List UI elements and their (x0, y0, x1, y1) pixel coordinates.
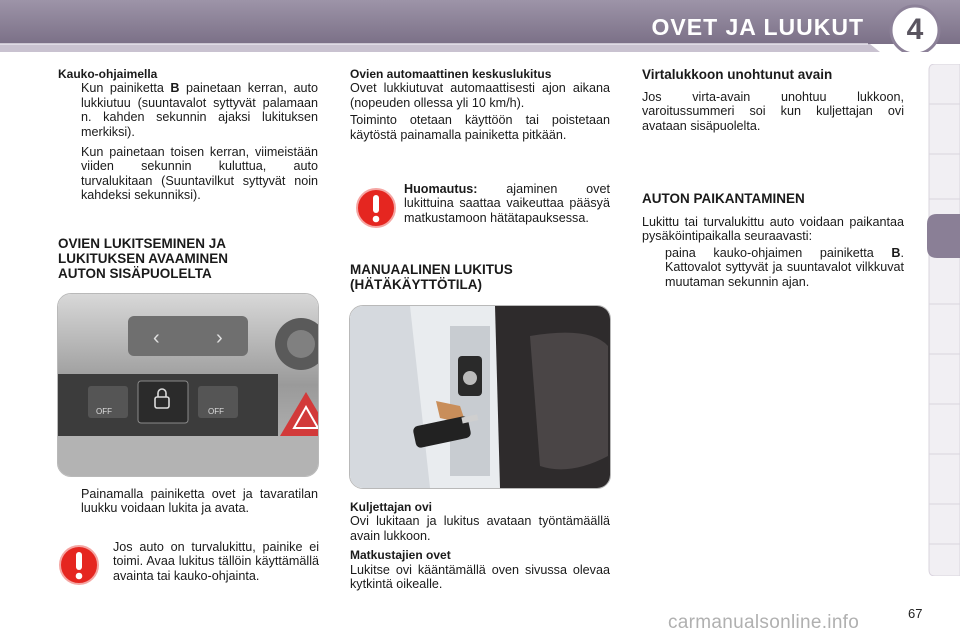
remote-bullet-1: Kun painiketta B painetaan kerran, auto lukkiutuu (suuntavalot syttyvät palamaan n. kahden sekunnin ajaksi lukituksen merkiksi). (81, 81, 319, 139)
exclamation-circle-icon (58, 544, 100, 586)
note-box (404, 182, 610, 225)
column-right (642, 67, 904, 133)
driver-door-heading: Kuljettajan ovi (350, 500, 433, 514)
lock-button-photo (57, 293, 319, 477)
manual-heading: MANUAALINEN LUKITUS (HÄTÄKÄYTTÖTILA) (350, 262, 513, 292)
inside-bullet-block (58, 487, 318, 522)
exclamation-circle-icon (355, 187, 397, 229)
forgotten-key-heading: Virtalukkoon unohtunut avain (642, 67, 833, 82)
svg-text:›: › (216, 327, 223, 349)
page-number: 67 (908, 606, 923, 621)
forgotten-key-text: Jos virta-avain unohtuu lukkoon, varoitussummeri soi kun kuljettajan ovi avataan sisäpuolelta. (642, 90, 904, 133)
svg-text:‹: ‹ (153, 327, 160, 349)
chapter-tabs (925, 64, 960, 576)
passenger-door-text: Lukitse ovi kääntämällä oven sivussa olevaa kytkintä oikealle. (350, 562, 610, 592)
inside-bullet: Painamalla painiketta ovet ja tavaratilan luukku voidaan lukita ja avata. (81, 487, 318, 516)
auto-lock-heading: Ovien automaattinen keskuslukitus (350, 67, 552, 81)
svg-text:OFF: OFF (208, 407, 224, 416)
chapter-number: 4 (906, 13, 924, 46)
note-text: ajaminen ovet lukittuina saattaa vaikeuttaa pääsyä matkustamoon hätätapauksessa. (404, 182, 610, 225)
auto-lock-text-1: Ovet lukkiutuvat automaattisesti ajon aikana (nopeuden ollessa yli 10 km/h). (350, 81, 610, 110)
active-chapter-tab (927, 214, 960, 258)
svg-text:OFF: OFF (96, 407, 112, 416)
passenger-door-heading: Matkustajien ovet (350, 548, 451, 563)
inside-heading: OVIEN LUKITSEMINEN JA LUKITUKSEN AVAAMINEN AUTON SISÄPUOLELTA (58, 236, 228, 281)
note-label: Huomautus: (404, 182, 478, 196)
locate-car-text: Lukittu tai turvalukittu auto voidaan paikantaa pysäköintipaikalla seuraavasti: (642, 215, 904, 244)
locate-car-block (642, 191, 904, 295)
auto-lock-text-2: Toiminto otetaan käyttöön tai poistetaan käytöstä painamalla painiketta pitkään. (350, 113, 610, 142)
remote-heading: Kauko-ohjaimella (58, 67, 158, 81)
page-header (0, 0, 960, 52)
inside-heading-block (58, 236, 318, 281)
manual-lock-text-block (350, 500, 610, 591)
column-middle (350, 67, 610, 142)
security-lock-warning: Jos auto on turvalukittu, painike ei toimi. Avaa lukitus tällöin käyttämällä avainta tai kauko-ohjainta. (113, 540, 319, 583)
manual-heading-block (350, 262, 610, 292)
chapter-title: OVET JA LUUKUT (651, 14, 864, 40)
locate-car-bullet: paina kauko-ohjaimen painiketta B. Kattovalot syttyvät ja suuntavalot vilkkuvat muutaman sekunnin ajan. (665, 245, 904, 289)
driver-door-text: Ovi lukitaan ja lukitus avataan työntämäällä avain lukkoon. (350, 514, 610, 543)
remote-bullet-2: Kun painetaan toisen kerran, viimeistään viiden sekunnin kuluttua, auto turvalukitaan (Suuntavilkut syttyvät noin kahdeksi sekunniksi). (81, 145, 318, 203)
watermark: carmanualsonline.info (668, 612, 860, 633)
column-left (58, 67, 318, 209)
locate-car-heading: AUTON PAIKANTAMINEN (642, 191, 805, 206)
door-lock-photo (349, 305, 611, 489)
